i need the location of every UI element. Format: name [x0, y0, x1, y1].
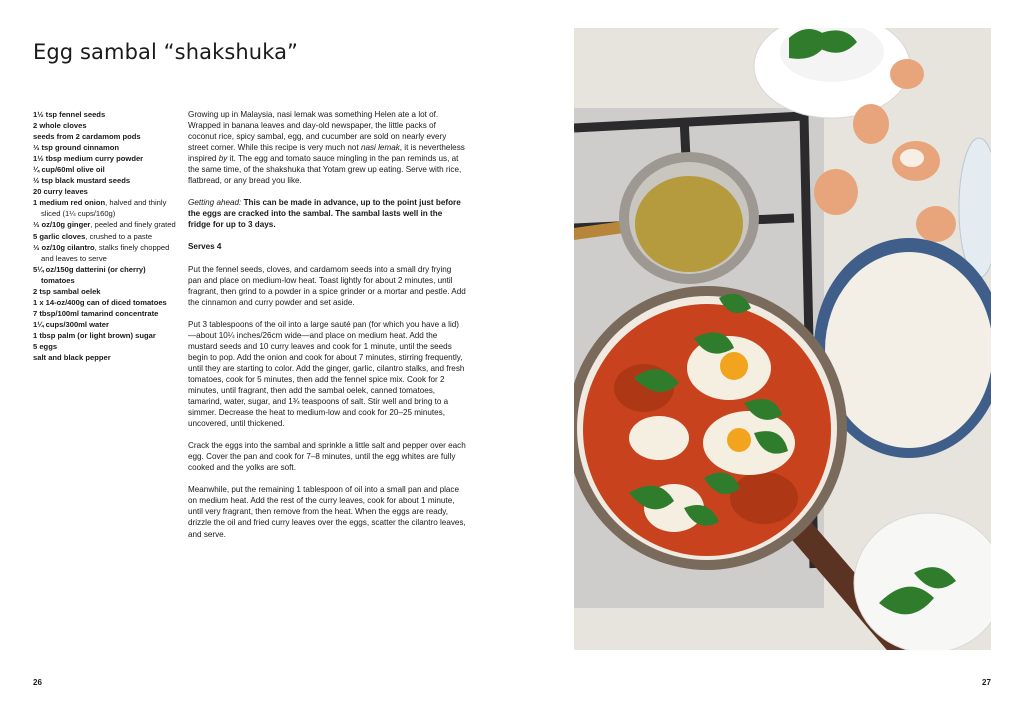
- ingredient-item: 2 whole cloves: [33, 121, 87, 131]
- ingredient-item: 1 medium red onion, halved and thinly sliced (1¼ cups/160g): [33, 198, 167, 219]
- intro-paragraph: Growing up in Malaysia, nasi lemak was something Helen ate a lot of. Wrapped in banana leaves and day-old newspaper, the little packs of coconut rice, spicy sambal, egg, and cucumber are sold on nearly every street corner. While this recipe is very much not nasi lemak, it is nevertheless inspired by it. The egg and tomato sauce mingling in the pan reminds us, at the same time, of the shakshuka that Yotam grew up eating. Serve with rice, flatbread, or any bread you like.: [188, 110, 465, 186]
- ingredient-item: ⅓ oz/10g cilantro, stalks finely chopped and leaves to serve: [33, 242, 170, 263]
- ingredient-item: 1 x 14-oz/400g can of diced tomatoes: [33, 297, 167, 307]
- ingredient-item: 5 garlic cloves, crushed to a paste: [33, 231, 153, 241]
- method-text: [188, 109, 466, 551]
- ingredient-item: 1½ tsp fennel seeds: [33, 110, 106, 119]
- ingredient-item: 1¼ cups/300ml water: [33, 319, 109, 329]
- ingredient-item: seeds from 2 cardamom pods: [33, 132, 141, 142]
- ingredient-item: 7 tbsp/100ml tamarind concentrate: [33, 308, 159, 318]
- method-step-2: Put 3 tablespoons of the oil into a large sauté pan (for which you have a lid)—about 10¼ inches/26cm wide—and place on medium heat. Add the mustard seeds and 10 curry leaves and cook for 1 minute, until the seeds begin to pop. Add the onion and cook for about 7 minutes, stirring frequently, until they are starting to color. Add the ginger, garlic, cilantro stalks, and fresh tomatoes, cook for 5 minutes, then add the fennel spice mix. Cook for 2 minutes, until fragrant, then add the sambal oelek, canned tomatoes, tamarind, water, sugar, and 1¾ teaspoons of salt. Stir well and bring to a simmer. Decrease the heat to medium-low and cook for 20–25 minutes, uncovered, until thickened.: [188, 319, 465, 429]
- method-step-4: Meanwhile, put the remaining 1 tablespoon of oil into a small pan and place on medium heat. Add the rest of the curry leaves, cook for about 1 minute, until very fragrant, then remove from the heat. When the eggs are ready, drizzle the oil and fried curry leaves over the eggs, scatter the cilantro leaves, and serve.: [188, 485, 466, 539]
- ingredient-item: 1 tbsp palm (or light brown) sugar: [33, 330, 156, 340]
- ingredient-item: 5 eggs: [33, 341, 58, 351]
- ingredient-list: [33, 109, 178, 363]
- ingredient-item: ⅓ oz/10g ginger, peeled and finely grated: [33, 220, 176, 230]
- getting-ahead-note: Getting ahead: This can be made in advance, up to the point just before the eggs are cracked into the sambal. The sambal lasts well in the fridge for up to 3 days.: [188, 198, 461, 230]
- ingredient-item: ¼ cup/60ml olive oil: [33, 165, 105, 175]
- page-number-right: 27: [982, 678, 991, 687]
- ingredient-item: salt and black pepper: [33, 353, 111, 363]
- recipe-photo: [574, 28, 991, 650]
- shakshuka-pan-photo: [574, 28, 991, 650]
- ingredient-item: 5¼ oz/150g datterini (or cherry) tomatoes: [33, 264, 146, 285]
- ingredient-item: ½ tsp black mustard seeds: [33, 176, 131, 186]
- ingredient-item: 20 curry leaves: [33, 187, 88, 197]
- ingredient-item: 1½ tbsp medium curry powder: [33, 154, 144, 164]
- page-number-left: 26: [33, 678, 42, 687]
- method-step-1: Put the fennel seeds, cloves, and cardamom seeds into a small dry frying pan and place on medium-low heat. Toast lightly for about 2 minutes, until fragrant, then grind to a powder in a spice grinder or a mortar and pestle. Add the cinnamon and curry powder and set aside.: [188, 264, 466, 307]
- recipe-title: Egg sambal “shakshuka”: [33, 40, 299, 64]
- ingredient-item: ⅓ tsp ground cinnamon: [33, 143, 120, 153]
- method-step-3: Crack the eggs into the sambal and sprinkle a little salt and pepper over each egg. Cover the pan and cook for 7–8 minutes, until the egg whites are fully cooked and the yolks are soft.: [188, 441, 466, 473]
- ingredient-item: 2 tsp sambal oelek: [33, 286, 101, 296]
- serves-label: Serves 4: [188, 242, 222, 252]
